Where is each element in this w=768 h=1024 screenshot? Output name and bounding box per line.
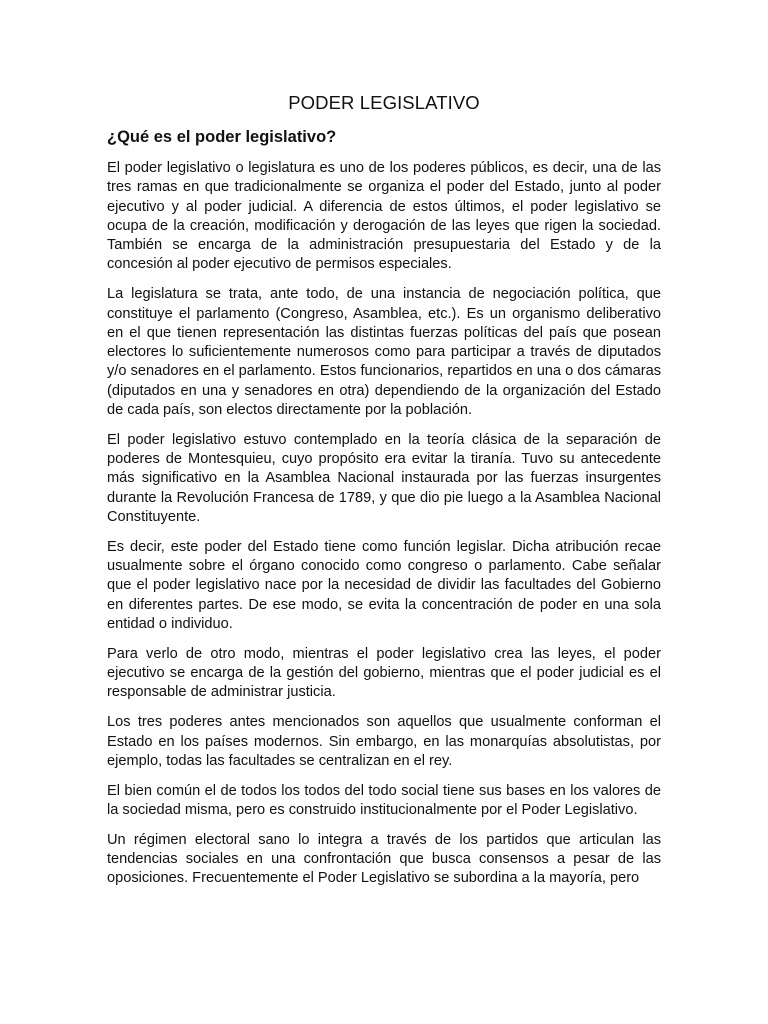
paragraph: Para verlo de otro modo, mientras el poder legislativo crea las leyes, el poder ejecutivo se encarga de la gestión del gobierno, mientras que el poder judicial es el responsable de administrar justicia. xyxy=(107,645,661,701)
paragraph: La legislatura se trata, ante todo, de una instancia de negociación política, que constituye el parlamento (Congreso, Asamblea, etc.). Es un organismo deliberativo en el que tienen representación las distintas fuerzas políticas del país que posean electores lo suficientemente numerosos como para participar a través de diputados y/o senadores en el parlamento. Estos funcionarios, repartidos en una o dos cámaras (diputados en una y senadores en otra) dependiendo de la organización del Estado de cada país, son electos directamente por la población. xyxy=(107,286,661,419)
paragraph: El poder legislativo o legislatura es uno de los poderes públicos, es decir, una de las tres ramas en que tradicionalmente se organiza el poder del Estado, junto al poder ejecutivo y al poder judicial. A diferencia de estos últimos, el poder legislativo se ocupa de la creación, modificación y derogación de las leyes que rigen la sociedad. También se encarga de la administración presupuestaria del Estado y de la concesión al poder ejecutivo de permisos especiales. xyxy=(107,160,661,273)
paragraph: Los tres poderes antes mencionados son aquellos que usualmente conforman el Estado en los países modernos. Sin embargo, en las monarquías absolutistas, por ejemplo, todas las facultades se centralizan en el rey. xyxy=(107,714,661,769)
section-heading: ¿Qué es el poder legislativo? xyxy=(107,128,337,146)
paragraph: Un régimen electoral sano lo integra a través de los partidos que articulan las tendencias sociales en una confrontación que busca consensos a pesar de las oposiciones. Frecuentemente el Poder Legislativo se subordina a la mayoría, pero xyxy=(107,831,661,887)
paragraph: El poder legislativo estuvo contemplado en la teoría clásica de la separación de poderes de Montesquieu, cuyo propósito era evitar la tiranía. Tuvo su antecedente más significativo en la Asamblea Nacional instaurada por las fuerzas insurgentes durante la Revolución Francesa de 1789, y que dio pie luego a la Asamblea Nacional Constituyente. xyxy=(107,431,661,526)
document-title: PODER LEGISLATIVO xyxy=(288,92,480,113)
paragraph: Es decir, este poder del Estado tiene como función legislar. Dicha atribución recae usualmente sobre el órgano conocido como congreso o parlamento. Cabe señalar que el poder legislativo nace por la necesidad de dividir las facultades del Gobierno en diferentes partes. De ese modo, se evita la concentración de poder en una sola entidad o individuo. xyxy=(107,538,661,633)
paragraph: El bien común el de todos los todos del todo social tiene sus bases en los valores de la sociedad misma, pero es construido institucionalmente por el Poder Legislativo. xyxy=(107,782,661,818)
document-page xyxy=(107,90,661,899)
